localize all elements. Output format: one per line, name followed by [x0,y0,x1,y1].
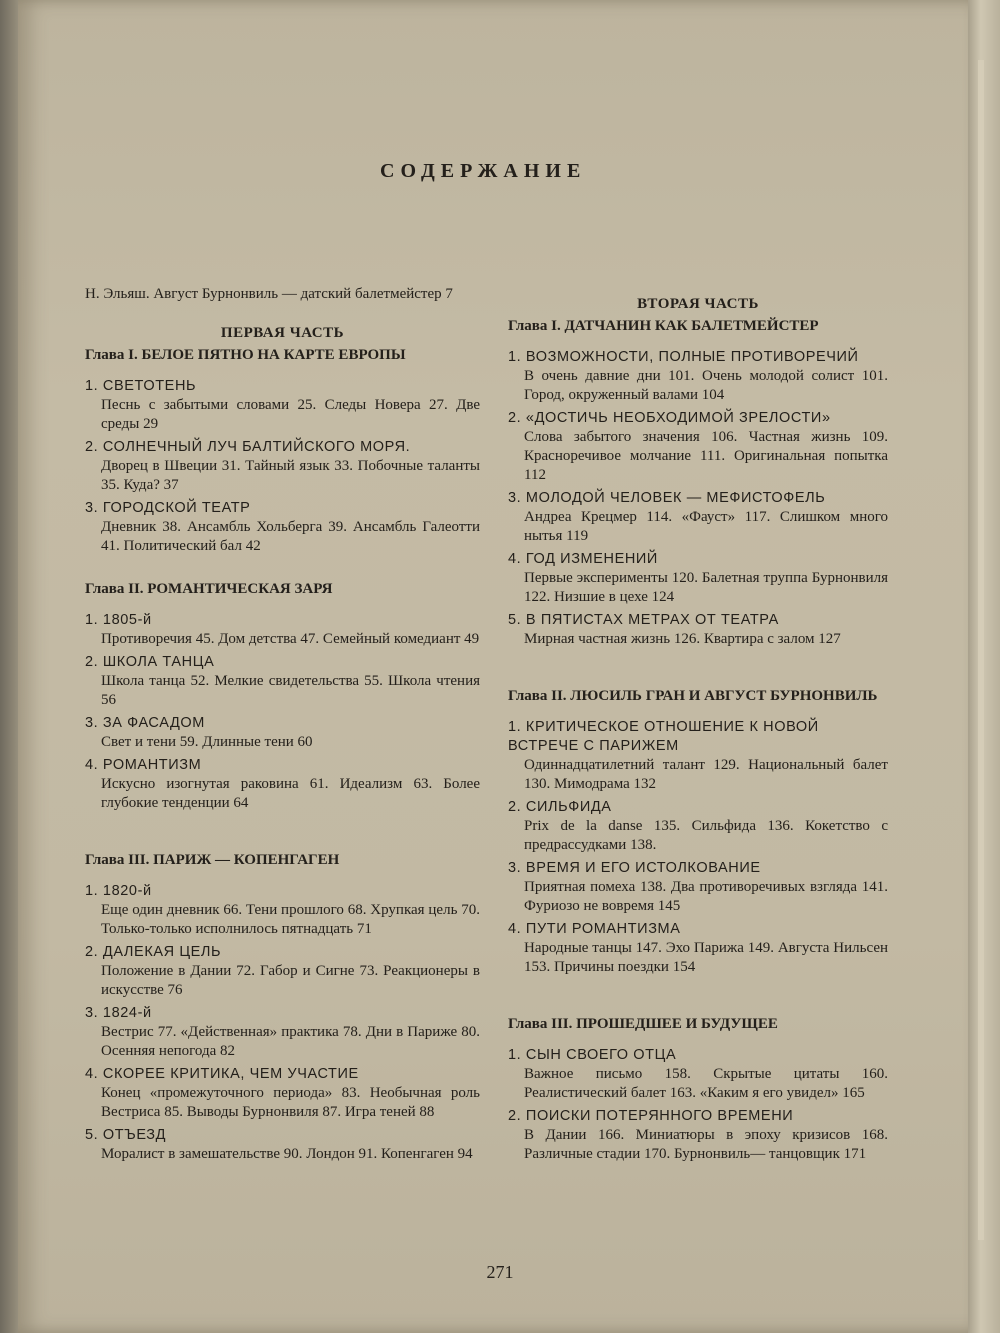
chapter-title: Глава II. РОМАНТИЧЕСКАЯ ЗАРЯ [85,581,333,597]
section-title: 1. 1805-й [85,612,152,628]
toc-column-left [85,285,480,1168]
section-title: 3. ВРЕМЯ И ЕГО ИСТОЛКОВАНИЕ [508,860,761,876]
section-title: 4. СКОРЕЕ КРИТИКА, ЧЕМ УЧАСТИЕ [85,1066,359,1082]
page-edge-highlight [978,60,984,1240]
toc-intro: Н. Эльяш. Август Бурнонвиль — датский балетмейстер 7 [85,286,453,302]
section-title: 4. ГОД ИЗМЕНЕНИЙ [508,551,658,567]
chapter-title: Глава III. ПРОШЕДШЕЕ И БУДУЩЕЕ [508,1016,778,1032]
section-items: Школа танца 52. Мелкие свидетельства 55. Школа чтения 56 [101,673,480,708]
section-items: Искусно изогнутая раковина 61. Идеализм 63. Более глубокие тенденции 64 [101,776,480,811]
chapter-title: Глава I. ДАТЧАНИН КАК БАЛЕТМЕЙСТЕР [508,318,819,334]
section-items: Дневник 38. Ансамбль Хольберга 39. Ансамбль Галеотти 41. Политический бал 42 [101,519,480,554]
section-items: Важное письмо 158. Скрытые цитаты 160. Реалистический балет 163. «Каким я его увидел» 165 [524,1066,888,1101]
section-items: Противоречия 45. Дом детства 47. Семейный комедиант 49 [101,631,480,647]
section-title: 5. ОТЪЕЗД [85,1127,167,1143]
section-items: Дворец в Швеции 31. Тайный язык 33. Побочные таланты 35. Куда? 37 [101,458,480,493]
section-title: 1. ВОЗМОЖНОСТИ, ПОЛНЫЕ ПРОТИВОРЕЧИЙ [508,349,859,365]
section-items: В очень давние дни 101. Очень молодой солист 101. Город, окруженный валами 104 [524,368,888,403]
section-title: 2. ПОИСКИ ПОТЕРЯННОГО ВРЕМЕНИ [508,1108,794,1124]
toc-column-right [508,295,888,1168]
section-title: 4. ПУТИ РОМАНТИЗМА [508,921,681,937]
page-number: 271 [486,1262,514,1282]
page-edge [968,0,1000,1333]
section-title: 2. СИЛЬФИДА [508,799,612,815]
section-items: Приятная помеха 138. Два противоречивых взгляда 141. Фуриозо не вовремя 145 [524,879,888,914]
section-title: 1. КРИТИЧЕСКОЕ ОТНОШЕНИЕ К НОВОЙ ВСТРЕЧЕ С ПАРИЖЕМ [508,719,819,754]
section-items: Мирная частная жизнь 126. Квартира с залом 127 [524,631,841,647]
section-items: Конец «промежуточного периода» 83. Необычная роль Вестриса 85. Выводы Бурнонвиля 87. Игра теней 88 [101,1085,480,1120]
section-items: Одиннадцатилетний талант 129. Национальный балет 130. Мимодрама 132 [524,757,888,792]
section-items: Слова забытого значения 106. Частная жизнь 109. Красноречивое молчание 111. Оригинальная попытка 112 [524,429,888,483]
section-items: Положение в Дании 72. Габор и Сигне 73. Реакционеры в искусстве 76 [101,963,480,998]
section-title: 2. ДАЛЕКАЯ ЦЕЛЬ [85,944,222,960]
section-title: 1. 1820-й [85,883,152,899]
section-title: 1. СЫН СВОЕГО ОТЦА [508,1047,677,1063]
chapter-title: Глава II. ЛЮСИЛЬ ГРАН И АВГУСТ БУРНОНВИЛЬ [508,688,878,704]
section-title: 5. В ПЯТИСТАХ МЕТРАХ ОТ ТЕАТРА [508,612,779,628]
section-items: Народные танцы 147. Эхо Парижа 149. Августа Нильсен 153. Причины поездки 154 [524,940,888,975]
section-items: Еще один дневник 66. Тени прошлого 68. Хрупкая цель 70. Только-только исполнилось пятнадцать 71 [101,902,480,937]
section-items: Песнь с забытыми словами 25. Следы Новера 27. Две среды 29 [101,397,480,432]
part-heading: ВТОРАЯ ЧАСТЬ [637,296,759,312]
section-title: 2. ШКОЛА ТАНЦА [85,654,215,670]
section-items: В Дании 166. Миниатюры в эпоху кризисов 168. Различные стадии 170. Бурнонвиль— танцовщик 171 [524,1127,888,1162]
section-items: Андреа Крецмер 114. «Фауст» 117. Слишком много нытья 119 [524,509,888,544]
section-items: Моралист в замешательстве 90. Лондон 91. Копенгаген 94 [101,1146,473,1162]
chapter-title: Глава I. БЕЛОЕ ПЯТНО НА КАРТЕ ЕВРОПЫ [85,347,406,363]
section-items: Вестрис 77. «Действенная» практика 78. Дни в Париже 80. Осенняя непогода 82 [101,1024,480,1059]
section-items: Первые эксперименты 120. Балетная труппа Бурнонвиля 122. Низшие в цехе 124 [524,570,888,605]
section-title: 4. РОМАНТИЗМ [85,757,202,773]
section-title: 3. ЗА ФАСАДОМ [85,715,205,731]
section-title: 3. ГОРОДСКОЙ ТЕАТР [85,500,251,516]
chapter-title: Глава III. ПАРИЖ — КОПЕНГАГЕН [85,852,340,868]
section-title: 3. МОЛОДОЙ ЧЕЛОВЕК — МЕФИСТОФЕЛЬ [508,490,826,506]
section-title: 2. «ДОСТИЧЬ НЕОБХОДИМОЙ ЗРЕЛОСТИ» [508,410,831,426]
section-items: Свет и тени 59. Длинные тени 60 [101,734,313,750]
section-title: 1. СВЕТОТЕНЬ [85,378,197,394]
part-heading: ПЕРВАЯ ЧАСТЬ [220,325,345,341]
page-title: СОДЕРЖАНИЕ [380,160,587,182]
section-title: 3. 1824-й [85,1005,152,1021]
section-title: 2. СОЛНЕЧНЫЙ ЛУЧ БАЛТИЙСКОГО МОРЯ. [85,439,411,455]
section-items: Prix de la danse 135. Сильфида 136. Кокетство с предрассудками 138. [524,818,888,853]
